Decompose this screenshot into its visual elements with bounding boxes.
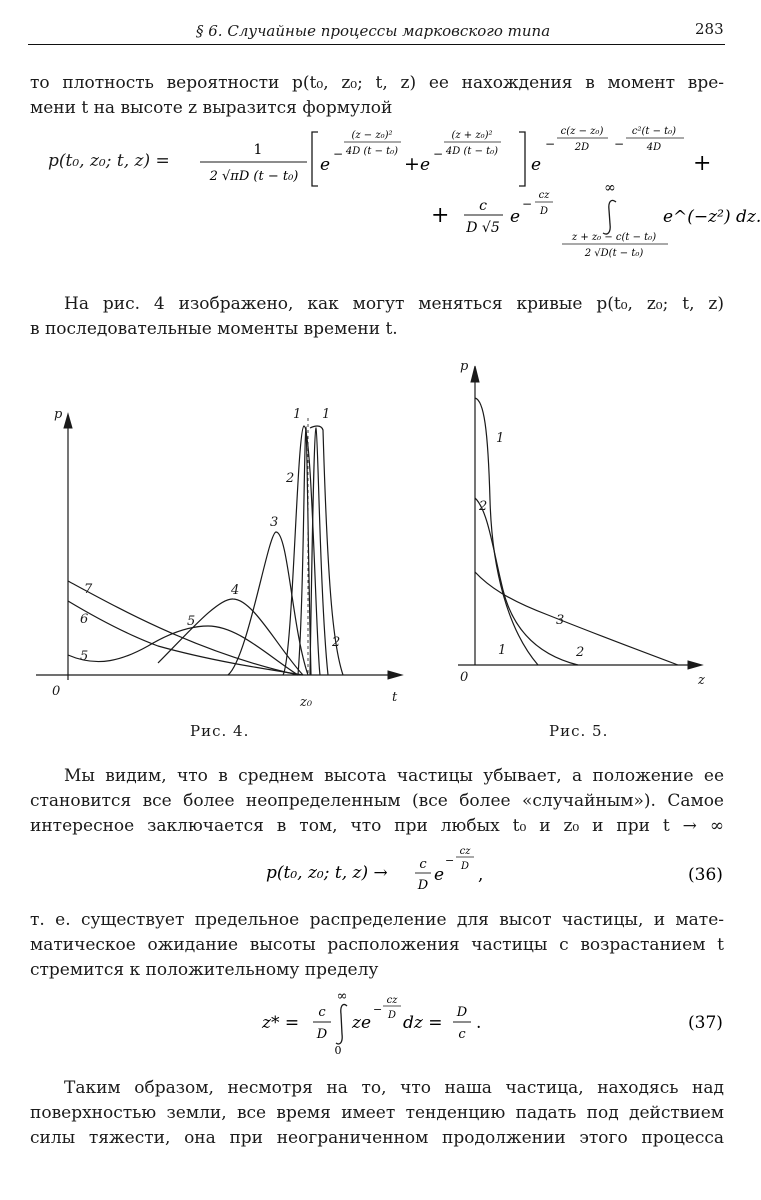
exp3a-num: c(z − z₀) — [560, 126, 604, 137]
formula-frac-den: 2 √πD (t − t₀) — [209, 169, 299, 184]
fig5-curve-2 — [475, 498, 578, 665]
fig5-label-3: 3 — [556, 613, 565, 628]
intro-paragraph — [30, 71, 724, 121]
equation-37 — [0, 986, 761, 1056]
exp-minus-5: − — [522, 197, 533, 211]
eq36-comma: , — [478, 865, 484, 885]
fig5-caption: Рис. 5. — [549, 722, 609, 740]
fig4-y-arrow — [64, 414, 72, 428]
exp3b-den: 4D — [646, 142, 662, 153]
eq37-r-num: D — [456, 1005, 468, 1020]
fig5-label-2b: 2 — [576, 645, 585, 660]
integral-sign — [603, 200, 616, 234]
plus-inner: + — [404, 153, 420, 175]
exp3a-den: 2D — [574, 142, 590, 153]
exp3b-num: c²(t − t₀) — [631, 126, 677, 137]
fig4-caption: Рис. 4. — [190, 722, 250, 740]
figure-line-2: в последовательные моменты времени t. — [30, 319, 398, 339]
eq37-int-lower: 0 — [334, 1044, 342, 1056]
exp-minus-4: − — [614, 137, 625, 151]
eq36-exp-den: D — [460, 861, 470, 872]
final-line-1: Таким образом, несмотря на то, что наша частица, находясь над — [64, 1078, 724, 1098]
int-upper: ∞ — [604, 180, 616, 196]
eq37-c-num: c — [318, 1005, 326, 1020]
fig5-curve-1 — [475, 398, 538, 665]
eq36-c-num: c — [419, 857, 427, 872]
fig4-label-2b: 2 — [332, 635, 341, 650]
fig4-origin: 0 — [52, 684, 61, 699]
exp-minus-1: − — [333, 147, 344, 161]
eq37-number: (37) — [688, 1013, 723, 1033]
eq36-exp-num: cz — [459, 846, 471, 857]
page-number: 283 — [695, 20, 724, 38]
bracket-right — [519, 132, 525, 186]
eq37-integral-sign — [336, 1004, 347, 1044]
fig4-label-4: 4 — [231, 583, 240, 598]
int-lower-den: 2 √D(t − t₀) — [584, 248, 644, 259]
plus-line2: + — [431, 203, 450, 228]
eq37-int-upper: ∞ — [336, 989, 348, 1004]
c-num: c — [479, 198, 487, 214]
intro-line-2: мени t на высоте z выразится формулой — [30, 98, 393, 118]
exp-minus-3: − — [545, 137, 556, 151]
exp4-num: cz — [538, 190, 550, 201]
eq37-exp-num: cz — [386, 995, 398, 1006]
eq37-r-den: c — [458, 1027, 466, 1042]
fig4-curve-1b — [310, 428, 328, 675]
eq37-c-den: D — [316, 1027, 328, 1042]
figure-4 — [28, 398, 418, 710]
fig4-label-1b: 1 — [322, 407, 331, 422]
exp-base-2: e — [420, 155, 431, 175]
exp4-den: D — [539, 206, 549, 217]
limit-line-1: т. е. существует предельное распределение для высот частицы, и мате- — [30, 910, 724, 930]
exp-base-3: e — [531, 155, 542, 175]
fig4-label-1a: 1 — [293, 407, 302, 422]
int-lower-num: z + z₀ − c(t − t₀) — [571, 232, 657, 243]
limit-line-2: матическое ожидание высоты расположения частицы с возрастанием t — [30, 935, 724, 955]
fig4-x-arrow — [388, 671, 402, 679]
exp1-den: 4D (t − t₀) — [345, 146, 399, 157]
result-line-1: Мы видим, что в среднем высота частицы убывает, а положение ее — [64, 766, 724, 786]
formula-lhs: p(t₀, z₀; t, z) = — [48, 151, 170, 171]
running-header: § 6. Случайные процессы марковского типа — [196, 22, 551, 40]
fig4-label-2a: 2 — [286, 471, 295, 486]
fig4-label-3: 3 — [270, 515, 279, 530]
eq37-lhs: z* = — [262, 1013, 300, 1033]
bracket-left — [312, 132, 318, 186]
eq37-integrand: ze — [352, 1013, 372, 1033]
fig4-label-7: 7 — [84, 582, 93, 597]
limit-line-3: стремится к положительному пределу — [30, 960, 379, 980]
figure-line-1: На рис. 4 изображено, как могут меняться кривые p(t₀, z₀; t, z) — [64, 294, 724, 314]
eq37-dot: . — [476, 1013, 482, 1033]
c-den: D √5 — [466, 220, 500, 236]
exp2-den: 4D (t − t₀) — [445, 146, 499, 157]
eq37-minus: − — [373, 1003, 383, 1016]
fig5-x-arrow — [688, 661, 702, 669]
eq37-exp-den: D — [387, 1010, 397, 1021]
fig4-label-5a: 5 — [187, 614, 196, 629]
eq36-e: e — [434, 865, 445, 885]
eq36-lhs: p(t₀, z₀; t, z) → — [266, 863, 388, 883]
plus-end: + — [693, 151, 712, 176]
main-formula — [0, 118, 761, 278]
eq36-c-den: D — [417, 878, 429, 893]
formula-frac-num: 1 — [253, 142, 263, 158]
exp1-num: (z − z₀)² — [351, 130, 393, 141]
exp2-num: (z + z₀)² — [451, 130, 493, 141]
fig4-y-label: p — [54, 407, 63, 422]
fig4-curve-6 — [68, 601, 303, 675]
final-line-2: поверхностью земли, все время имеет тенденцию падать под действием — [30, 1103, 724, 1123]
final-line-3: силы тяжести, она при неограниченном продолжении этого процесса — [30, 1128, 724, 1148]
fig5-x-label: z — [698, 673, 705, 688]
fig4-label-6: 6 — [80, 612, 89, 627]
fig5-origin: 0 — [460, 670, 469, 685]
final-paragraph — [30, 1076, 724, 1151]
exp-minus-2: − — [433, 147, 444, 161]
equation-36 — [0, 842, 761, 898]
result-paragraph — [30, 764, 724, 839]
eq36-minus: − — [445, 854, 455, 867]
exp-base-4: e — [510, 207, 521, 227]
fig5-y-arrow — [471, 366, 479, 382]
header-rule — [28, 44, 725, 45]
integrand: e^(−z²) dz. — [663, 207, 761, 227]
fig4-label-5b: 5 — [80, 649, 89, 664]
result-line-2: становится все более неопределенным (все более «случайным»). Самое — [30, 791, 724, 811]
fig5-y-label: p — [460, 359, 469, 374]
fig4-curve-5 — [68, 626, 298, 675]
limit-paragraph — [30, 908, 724, 983]
fig5-label-1a: 1 — [496, 431, 505, 446]
figure-paragraph — [30, 292, 724, 342]
exp-base-1: e — [320, 155, 331, 175]
eq37-dz: dz = — [403, 1013, 443, 1033]
fig5-label-2a: 2 — [479, 499, 488, 514]
eq36-number: (36) — [688, 865, 723, 885]
fig5-label-1b: 1 — [498, 643, 507, 658]
intro-line-1: то плотность вероятности p(t₀, z₀; t, z) ее нахождения в момент вре- — [30, 73, 724, 93]
result-line-3: интересное заключается в том, что при любых t₀ и z₀ и при t → ∞ — [30, 816, 724, 836]
figure-5 — [448, 350, 718, 690]
fig4-z0-label: z₀ — [300, 695, 313, 710]
fig4-x-label: t — [392, 690, 398, 705]
